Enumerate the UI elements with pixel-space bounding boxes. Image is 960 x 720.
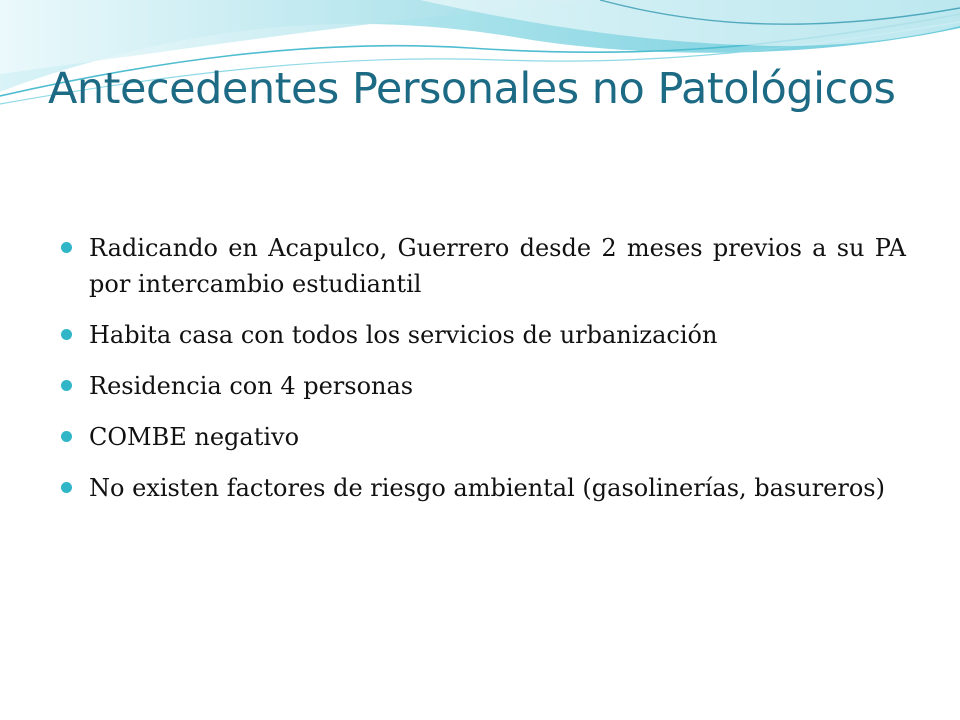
list-item xyxy=(58,470,906,506)
list-item xyxy=(58,368,906,404)
bullet-dot-icon xyxy=(61,431,72,442)
bullet-dot-icon xyxy=(61,329,72,340)
bullet-text: COMBE negativo xyxy=(89,423,300,451)
bullet-text: Residencia con 4 personas xyxy=(89,372,414,400)
bullet-text: Habita casa con todos los servicios de urbanización xyxy=(89,321,718,349)
list-item xyxy=(58,230,906,302)
list-item xyxy=(58,419,906,455)
slide-title: Antecedentes Personales no Patológicos xyxy=(48,64,896,114)
bullet-text: No existen factores de riesgo ambiental (gasolinerías, basureros) xyxy=(89,474,885,502)
bullet-dot-icon xyxy=(61,380,72,391)
list-item xyxy=(58,317,906,353)
bullet-list xyxy=(58,230,906,521)
bullet-text: Radicando en Acapulco, Guerrero desde 2 meses previos a su PA por intercambio estudiantil xyxy=(89,234,906,298)
bullet-dot-icon xyxy=(61,482,72,493)
bullet-dot-icon xyxy=(61,242,72,253)
